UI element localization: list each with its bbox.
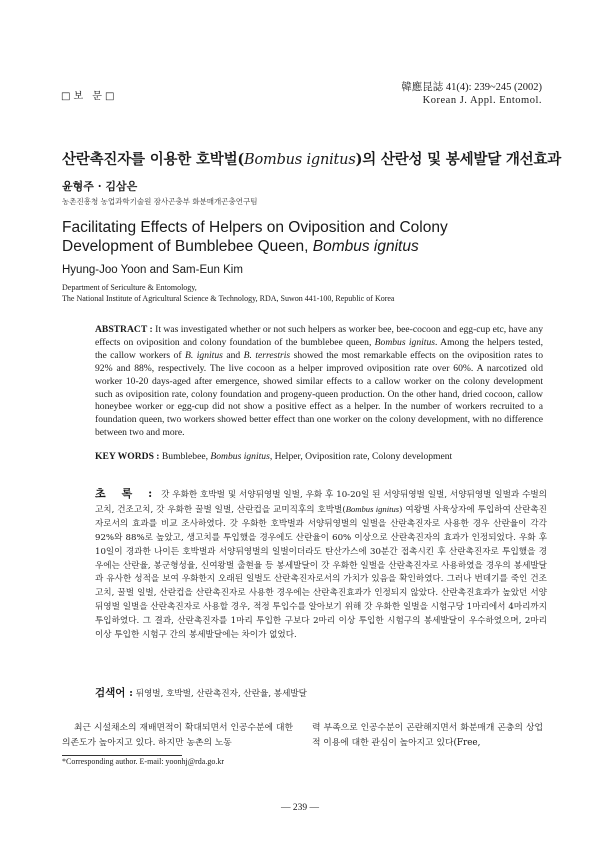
footnote: *Corresponding author. E-mail: yoonhj@rda.go.kr: [62, 757, 225, 766]
keywords: [95, 451, 543, 462]
korean-title: [62, 148, 561, 169]
abstract-species: Bombus ignitus: [374, 336, 435, 348]
affiliation-line2: The National Institute of Agricultural Science & Technology, RDA, Suwon 441-100, Republic of Korea: [62, 293, 395, 303]
journal-reference: [401, 81, 542, 107]
abstract: [95, 324, 543, 440]
section-label: □보 문□: [61, 91, 118, 102]
abstract-text: showed the most remarkable effects on the oviposition rates to 92% and 88%, respectively. The live cocoon as a helper improved oviposition rate over 60%. A narcotized old worker 10-20 days-aged after emergence, showed similar effects to a callow worker on the colony development such as oviposition rate, colony foundation and progeny-queen production. On the other hand, dried cocoon, callow honeybee worker or egg-cup did not show a positive effect as a helper. In the number of workers recruited to a foundation queen, two workers showed better effect than one worker on the colony development, with no difference between two and more.: [95, 349, 543, 439]
english-title-main: Facilitating Effects of Helpers on Oviposition and Colony Development of Bumblebee Queen,: [62, 219, 448, 255]
body-column-left: 최근 시설채소의 재배면적이 확대되면서 인공수분에 대한 의존도가 높아지고 있다. 하지만 농촌의 노동: [62, 723, 293, 748]
korean-authors: 윤형주 · 김삼은: [62, 180, 138, 193]
keywords-text: , Helper, Oviposition rate, Colony development: [269, 451, 453, 462]
abstract-text: and: [222, 349, 244, 361]
page-number: — 239 —: [281, 803, 319, 813]
english-authors: Hyung-Joo Yoon and Sam-Eun Kim: [62, 264, 243, 276]
journal-ko: 韓應昆誌 41(4): 239~245 (2002): [401, 82, 542, 93]
keywords-text: Bumblebee,: [159, 451, 211, 462]
abstract-text: It was investigated whether or not such helpers as worker bee, bee-cocoon and egg-cup etc, have any effects on oviposition and colony foundation of the bumblebee queen,: [95, 324, 543, 348]
english-title: [62, 218, 542, 256]
korean-abstract: [95, 487, 547, 643]
korean-abstract-species: Bombus ignitus: [345, 503, 400, 514]
keywords-label: KEY WORDS :: [95, 451, 160, 462]
korean-affiliation: 농촌진흥청 농업과학기술원 잠사곤충부 화분매개곤충연구팀: [62, 197, 258, 206]
abstract-label: ABSTRACT :: [95, 324, 153, 335]
korean-abstract-label: 초 록 :: [95, 487, 159, 500]
english-title-species: Bombus ignitus: [312, 238, 419, 255]
korean-title-part2: )의 산란성 및 봉세발달 개선효과: [355, 151, 562, 168]
keywords-species: Bombus ignitus: [210, 451, 270, 462]
english-affiliation: [62, 283, 394, 304]
abstract-species: B. terrestris: [243, 349, 291, 361]
affiliation-line1: Department of Sericulture & Entomology,: [62, 283, 197, 292]
journal-en: Korean J. Appl. Entomol.: [422, 95, 542, 106]
body-column-right: 력 부족으로 인공수분이 곤란해지면서 화분매개 곤충의 상업적 이용에 대한 관심이 높아지고 있다(Free,: [312, 723, 543, 748]
abstract-text: . Among the helpers tested, the callow workers of: [95, 336, 543, 361]
korean-abstract-text: ) 여왕벌 사육상자에 투입하여 산란촉진자로서의 효과를 비교 조사하였다. 갓 우화한 호박벌과 서양뒤영벌의 일벌을 산란촉진자로 사용한 경우 산란율이 각각 92%와 88%로 높았고, 생고치를 투입했을 경우에도 산란율이 60% 이상으로 산란촉진자의 효과가 인정되었다. 우화 후 10일이 경과한 나이든 호박벌과 서양뒤영벌의 일벌이더라도 탄산가스에 30분간 접촉시킨 후 산란촉진자로 투입했을 경우에는 산란율, 봉군형성율, 신여왕벌 출현율 등 봉세발달이 갓 우화한 일벌을 산란촉진자로 사용하였을 경우의 봉세발달과 유사한 성적을 보여 우화한지 오래된 일벌도 산란촉진자로서의 가치가 있음을 확인하였다. 그러나 번데기를 죽인 건조고치, 꿀벌 일벌, 산란컵을 산란촉진자로 사용한 경우에는 산란촉진효과가 인정되지 않았다. 산란촉진효과가 높았던 서양뒤영벌 일벌을 산란촉진자로 사용할 경우, 적정 투입수를 알아보기 위해 갓 우화한 일벌을 시험구당 1마리에서 4마리까지 투입하였다. 그 결과, 산란촉진자를 1마리 투입한 구보다 2마리 이상 투입한 시험구의 봉세발달이 우수하였으며, 2마리 이상 투입한 시험구 간의 봉세발달에는 차이가 없었다.: [95, 504, 547, 641]
korean-abstract-text: 갓 우화한 호박벌 및 서양뒤영벌 일벌, 우화 후 10-20일 된 서양뒤영벌 일벌, 서양뒤영벌 일벌과 수벌의 고치, 건조고치, 갓 우화한 꿀벌 일벌, 산란컵을 교미직후의 호박벌(: [95, 490, 547, 515]
korean-keywords: [95, 685, 547, 700]
footnote-divider: [62, 755, 182, 756]
korean-keywords-text: 뒤영벌, 호박벌, 산란촉진자, 산란율, 봉세발달: [132, 689, 307, 699]
korean-title-species: Bombus ignitus: [244, 152, 356, 168]
abstract-species: B. ignitus: [185, 349, 223, 361]
korean-keywords-label: 검색어 :: [95, 687, 133, 699]
korean-title-part1: 산란촉진자를 이용한 호박벌(: [62, 151, 245, 168]
